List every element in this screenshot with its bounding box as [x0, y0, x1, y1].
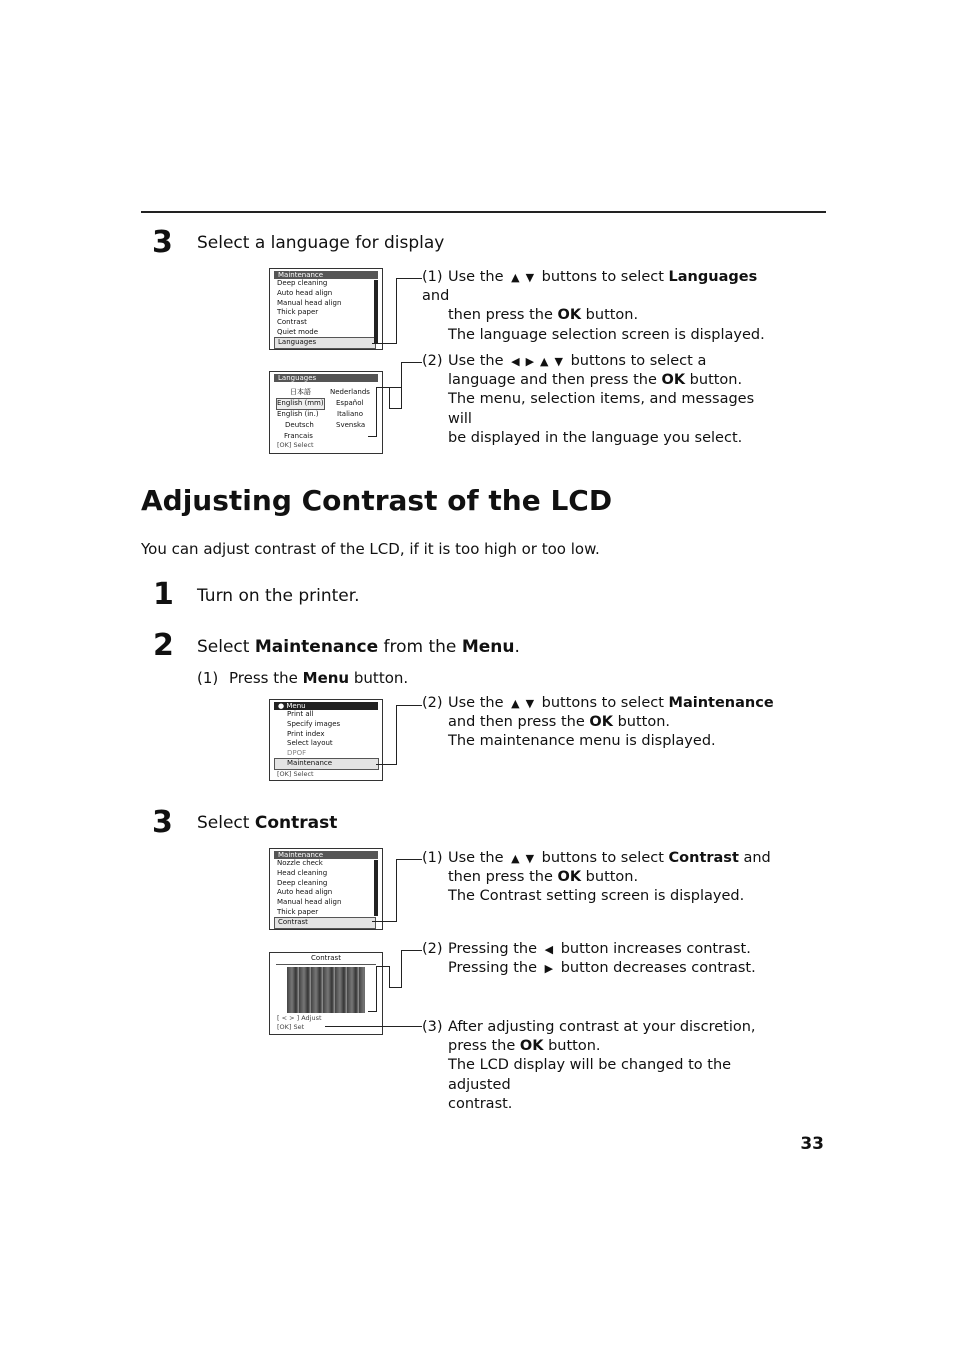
line	[422, 868, 782, 887]
up-arrow-icon: ▲	[511, 852, 520, 865]
lcd-item: Contrast	[277, 318, 307, 327]
step-title	[197, 637, 520, 657]
text: and then press the	[448, 714, 585, 731]
instruction-1	[422, 268, 782, 345]
language-option: Francais	[284, 432, 313, 440]
up-arrow-icon: ▲	[540, 355, 549, 368]
bold-term: OK	[589, 714, 613, 731]
bold-term: Menu	[302, 669, 350, 687]
language-option-selected: English (mm)	[277, 399, 324, 407]
connector	[389, 387, 390, 409]
text: Select	[197, 637, 250, 657]
menu-dot-icon: ●	[278, 702, 287, 710]
connector	[376, 966, 377, 1012]
line	[422, 1037, 782, 1056]
connector	[368, 1011, 377, 1012]
text: Use the	[448, 850, 504, 866]
step-number: 2	[153, 628, 174, 663]
instruction-2	[422, 940, 782, 978]
line: contrast.	[448, 1095, 513, 1112]
text: Press the	[229, 669, 298, 687]
down-arrow-icon: ▼	[525, 852, 535, 865]
lcd-title: Languages	[274, 374, 378, 382]
bold-term: OK	[661, 372, 686, 389]
line: The LCD display will be changed to the adjusted	[448, 1057, 732, 1093]
step-title	[197, 813, 337, 833]
language-option: Italiano	[337, 410, 363, 418]
instruction-number: (1)	[197, 669, 219, 687]
instruction-2	[422, 352, 782, 448]
left-arrow-icon: ◀	[544, 943, 554, 956]
connector	[396, 705, 397, 765]
line	[422, 713, 782, 732]
line	[422, 371, 782, 390]
left-arrow-icon: ◀	[511, 355, 520, 368]
lcd-scrollbar	[374, 280, 378, 344]
text: button.	[617, 714, 670, 731]
text: Pressing the	[448, 941, 537, 957]
lcd-item: Deep cleaning	[277, 279, 328, 287]
language-option: Deutsch	[285, 421, 314, 429]
lcd-footer: [ < > ] Adjust	[277, 1014, 322, 1022]
connector	[376, 387, 377, 437]
line	[422, 959, 782, 978]
lcd-item: Print index	[287, 729, 325, 738]
lcd-footer: [OK] Select	[277, 441, 314, 449]
text: buttons to select	[541, 850, 664, 866]
top-rule	[141, 211, 826, 213]
lcd-title-text: Menu	[286, 702, 306, 710]
text: Use the	[448, 695, 504, 711]
right-arrow-icon: ▶	[525, 355, 535, 368]
lcd-contrast	[269, 952, 383, 1035]
text: and	[743, 850, 771, 866]
line: The menu, selection items, and messages will	[448, 391, 755, 427]
bold-term: Contrast	[254, 813, 338, 833]
intro-text: You can adjust contrast of the LCD, if it is too high or too low.	[141, 540, 600, 558]
text: then press the	[448, 869, 553, 886]
bold-term: Maintenance	[668, 695, 774, 711]
lcd-footer: [OK] Select	[277, 770, 314, 778]
lcd-item: Head cleaning	[277, 868, 328, 877]
text: Select	[197, 813, 250, 833]
down-arrow-icon: ▼	[525, 697, 535, 710]
connector	[389, 987, 401, 988]
right-arrow-icon: ▶	[544, 962, 554, 976]
step-title: Turn on the printer.	[197, 586, 360, 606]
bold-term: Maintenance	[254, 637, 379, 657]
text: button.	[353, 669, 409, 687]
text: buttons to select a	[570, 353, 707, 369]
connector	[368, 436, 377, 437]
lcd-menu	[269, 699, 383, 781]
lcd-title: Contrast	[276, 953, 376, 965]
page-number: 33	[800, 1134, 824, 1154]
connector	[389, 966, 390, 988]
text: then press the	[448, 307, 553, 324]
text: After adjusting contrast at your discretion,	[448, 1019, 756, 1035]
connector	[376, 764, 397, 765]
text: button.	[585, 307, 639, 324]
lcd-footer: [OK] Set	[277, 1023, 305, 1031]
connector	[376, 966, 389, 967]
instruction-number: (1)	[422, 269, 443, 285]
lcd-languages	[269, 371, 383, 454]
bold-term: OK	[557, 869, 582, 886]
lcd-title	[274, 702, 378, 710]
bold-term: OK	[519, 1038, 544, 1055]
connector	[372, 343, 397, 344]
lcd-title: Maintenance	[274, 271, 378, 279]
lcd-item: Manual head align	[277, 298, 342, 307]
text: button decreases contrast.	[560, 960, 756, 977]
instruction-number: (2)	[422, 695, 443, 711]
text: button.	[548, 1038, 601, 1055]
instruction-2	[422, 694, 782, 752]
lcd-item-selected: Contrast	[275, 918, 375, 928]
lcd-item: Thick paper	[277, 308, 319, 317]
language-option: Nederlands	[330, 388, 370, 396]
step-number: 3	[152, 805, 173, 840]
sub-instruction-1	[197, 669, 408, 688]
instruction-1	[422, 849, 782, 907]
down-arrow-icon: ▼	[554, 355, 563, 368]
text: Use the	[448, 353, 504, 369]
text: buttons to select	[541, 269, 664, 285]
text: and	[422, 288, 450, 305]
connector	[401, 362, 402, 409]
lcd-item-selected: Maintenance	[275, 759, 378, 769]
connector	[401, 950, 422, 951]
instruction-number: (2)	[422, 941, 443, 957]
step-title: Select a language for display	[197, 233, 445, 253]
instruction-number: (2)	[422, 353, 443, 369]
step-number: 3	[152, 225, 173, 260]
bold-term: Menu	[461, 637, 515, 657]
lcd-maintenance-languages	[269, 268, 383, 350]
line	[422, 306, 782, 325]
connector	[396, 278, 422, 279]
line: be displayed in the language you select.	[448, 429, 743, 446]
text: buttons to select	[541, 695, 664, 711]
connector	[401, 362, 422, 363]
up-arrow-icon: ▲	[511, 697, 520, 710]
connector	[396, 859, 422, 860]
language-option: 日本語	[290, 388, 311, 396]
lcd-item: Auto head align	[277, 288, 333, 297]
lcd-scrollbar	[374, 860, 378, 916]
language-option: English (in.)	[277, 410, 319, 418]
connector	[389, 408, 401, 409]
connector	[396, 278, 397, 344]
text: button increases contrast.	[560, 941, 751, 957]
line: The Contrast setting screen is displayed.	[448, 888, 745, 905]
text: press the	[448, 1038, 516, 1055]
text: button.	[585, 869, 639, 886]
lcd-item: Deep cleaning	[277, 878, 328, 887]
lcd-item: Select layout	[287, 739, 333, 748]
language-option: Svenska	[336, 421, 366, 429]
bold-term: OK	[557, 307, 582, 324]
lcd-item: DPOF	[287, 749, 307, 758]
line: The maintenance menu is displayed.	[448, 733, 716, 750]
instruction-number: (3)	[422, 1019, 443, 1035]
text: from the	[383, 637, 457, 657]
lcd-title: Maintenance	[274, 851, 378, 859]
lcd-maintenance-contrast	[269, 848, 383, 930]
connector	[325, 1026, 422, 1027]
lcd-item: Nozzle check	[277, 859, 323, 867]
text: .	[514, 637, 520, 657]
down-arrow-icon: ▼	[525, 271, 535, 284]
lcd-item: Thick paper	[277, 907, 319, 916]
sample-photo	[287, 967, 365, 1013]
up-arrow-icon: ▲	[511, 271, 520, 284]
text: language and then press the	[448, 372, 657, 389]
connector	[396, 859, 397, 922]
lcd-item: Print all	[287, 710, 314, 718]
bold-term: Contrast	[668, 850, 739, 866]
bold-term: Languages	[668, 269, 758, 285]
lcd-item-selected: Languages	[275, 338, 375, 348]
lcd-item: Specify images	[287, 719, 341, 728]
connector	[401, 950, 402, 988]
instruction-number: (1)	[422, 850, 443, 866]
text: Use the	[448, 269, 504, 285]
text: Pressing the	[448, 960, 537, 977]
lcd-item: Quiet mode	[277, 327, 319, 336]
lcd-item: Manual head align	[277, 898, 342, 907]
step-number: 1	[153, 577, 174, 612]
connector	[396, 705, 422, 706]
line: The language selection screen is displayed.	[448, 326, 765, 343]
lcd-item: Auto head align	[277, 888, 333, 897]
section-heading: Adjusting Contrast of the LCD	[141, 484, 613, 517]
instruction-3	[422, 1018, 782, 1114]
connector	[372, 921, 397, 922]
language-option: Español	[336, 399, 364, 407]
text: button.	[689, 372, 743, 389]
